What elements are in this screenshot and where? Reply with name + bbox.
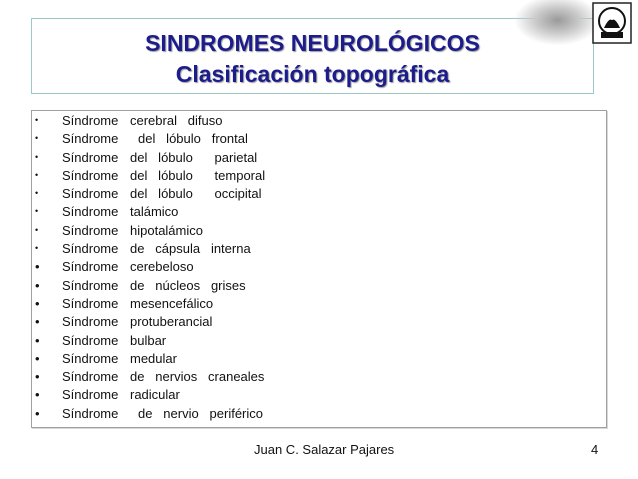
syndrome-list xyxy=(0,112,620,423)
slide-subtitle: Clasificación topográfica xyxy=(175,61,450,87)
list-item xyxy=(0,130,620,148)
list-item xyxy=(0,167,620,185)
bullet-icon: • xyxy=(35,151,39,162)
list-item xyxy=(0,203,620,221)
list-item-term: Síndrome xyxy=(62,241,119,257)
list-item xyxy=(0,386,620,404)
bullet-icon: • xyxy=(35,387,40,403)
list-item xyxy=(0,368,620,386)
list-item-term: Síndrome xyxy=(62,259,119,275)
list-item xyxy=(0,185,620,203)
bullet-icon: • xyxy=(35,295,40,311)
list-item xyxy=(0,149,620,167)
list-item xyxy=(0,295,620,313)
list-item-detail: medular xyxy=(130,350,177,366)
list-item-detail: de nervios craneales xyxy=(130,369,265,385)
list-item-detail: bulbar xyxy=(130,332,167,348)
bullet-icon: • xyxy=(35,405,40,421)
list-item-term: Síndrome xyxy=(62,186,119,202)
bullet-icon: • xyxy=(35,133,39,144)
list-item-term: Síndrome xyxy=(62,405,119,421)
seal-logo-icon xyxy=(592,2,632,44)
slide-title: SINDROMES NEUROLÓGICOS xyxy=(145,30,480,56)
list-item xyxy=(0,405,620,423)
list-item-detail: mesencefálico xyxy=(130,295,214,311)
list-item-detail: protuberancial xyxy=(130,314,213,330)
list-item xyxy=(0,258,620,276)
list-item-detail: del lóbulo occipital xyxy=(130,186,262,202)
list-item-term: Síndrome xyxy=(62,113,119,128)
list-item-term: Síndrome xyxy=(62,131,119,147)
bullet-icon: • xyxy=(35,224,39,235)
list-item-detail: cerebeloso xyxy=(130,259,194,275)
bullet-icon: • xyxy=(35,350,40,366)
list-item-term: Síndrome xyxy=(62,149,119,165)
list-item-term: Síndrome xyxy=(62,332,119,348)
list-item xyxy=(0,332,620,350)
bullet-icon: • xyxy=(35,243,39,254)
list-item-detail: cerebral difuso xyxy=(130,113,223,128)
bullet-icon: • xyxy=(35,369,40,385)
list-item xyxy=(0,240,620,258)
list-item-detail: del lóbulo parietal xyxy=(130,149,258,165)
bullet-icon: • xyxy=(35,169,39,180)
list-item-term: Síndrome xyxy=(62,167,119,183)
list-item xyxy=(0,112,620,130)
list-item-detail: hipotalámico xyxy=(130,222,203,238)
list-item-detail: del lóbulo temporal xyxy=(130,167,266,183)
list-item-detail: de nervio periférico xyxy=(138,405,264,421)
bullet-icon: • xyxy=(35,206,39,217)
list-item-term: Síndrome xyxy=(62,295,119,311)
list-item-detail: de cápsula interna xyxy=(130,241,251,257)
bullet-icon: • xyxy=(35,332,40,348)
bullet-icon: • xyxy=(35,314,40,330)
list-item-term: Síndrome xyxy=(62,204,119,220)
bullet-icon: • xyxy=(35,115,39,125)
list-item-term: Síndrome xyxy=(62,314,119,330)
list-item xyxy=(0,222,620,240)
list-item xyxy=(0,277,620,295)
list-item xyxy=(0,350,620,368)
page-number: 4 xyxy=(591,442,599,457)
bullet-icon: • xyxy=(35,259,40,275)
list-item-detail: de núcleos grises xyxy=(130,277,246,293)
bullet-icon: • xyxy=(35,188,39,199)
bullet-icon: • xyxy=(35,277,40,293)
list-item-detail: del lóbulo frontal xyxy=(138,131,248,147)
list-item-detail: talámico xyxy=(130,204,179,220)
list-item-term: Síndrome xyxy=(62,387,119,403)
footer-author: Juan C. Salazar Pajares xyxy=(254,442,395,457)
list-item-term: Síndrome xyxy=(62,277,119,293)
list-item-term: Síndrome xyxy=(62,350,119,366)
list-item-detail: radicular xyxy=(130,387,180,403)
list-item-term: Síndrome xyxy=(62,369,119,385)
list-item xyxy=(0,313,620,331)
list-item-term: Síndrome xyxy=(62,222,119,238)
